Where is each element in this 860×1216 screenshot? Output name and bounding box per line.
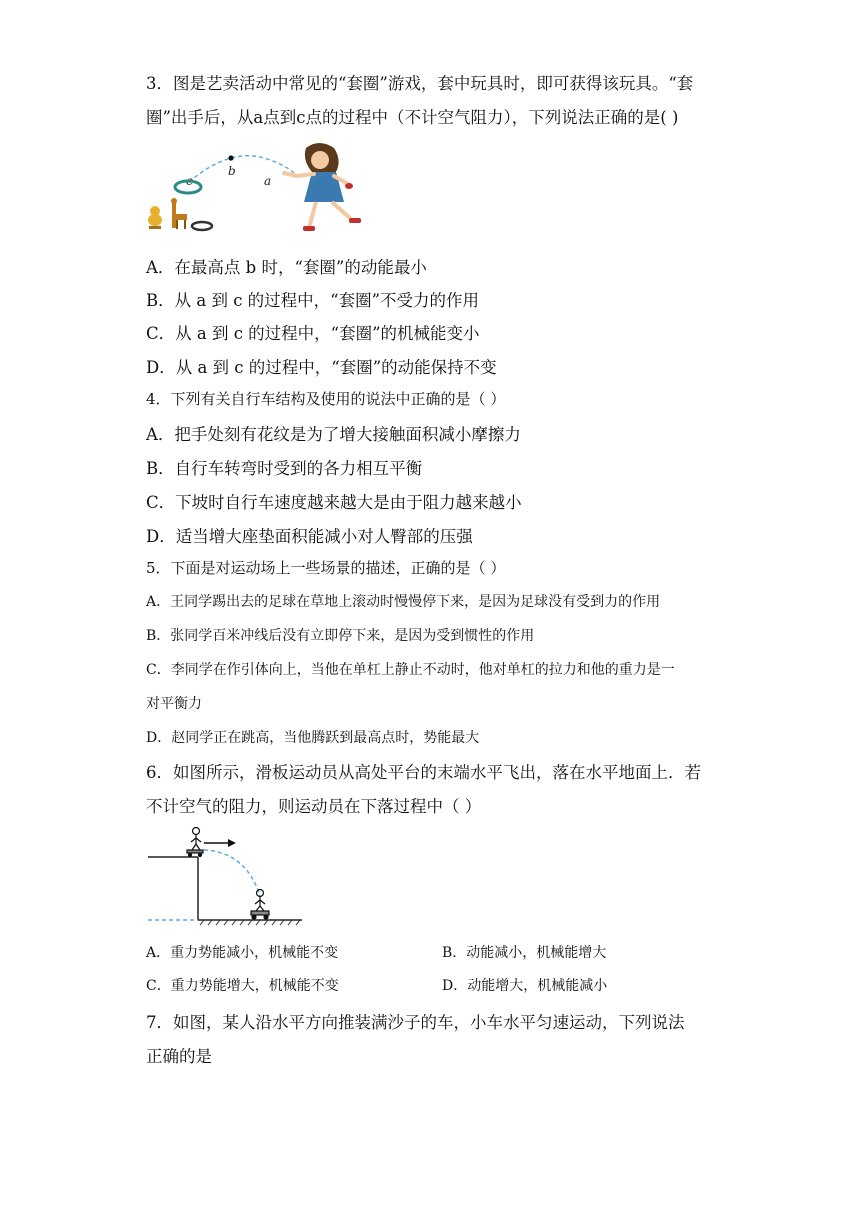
label-b: b [228,164,236,178]
ring-toss-figure [144,140,384,236]
flight-trajectory [204,850,260,896]
girl-throwing-icon [284,143,361,231]
label-a: a [264,174,272,188]
ring-on-ground [192,222,212,230]
q4-stem: 4．下列有关自行车结构及使用的说法中正确的是（ ） [146,390,506,408]
q4-option-b: B．自行车转弯时受到的各力相互平衡 [146,459,423,478]
q4-option-a: A．把手处刻有花纹是为了增大接触面积减小摩擦力 [146,425,521,444]
q4-option-c: C．下坡时自行车速度越来越大是由于阻力越来越小 [146,493,522,512]
q5-option-c-cont: 对平衡力 [146,696,202,712]
q3-stem-line2: 圈”出手后，从a点到c点的过程中（不计空气阻力），下列说法正确的是( ) [146,108,679,127]
q7-stem-line1: 7．如图，某人沿水平方向推装满沙子的车，小车水平匀速运动，下列说法 [146,1013,685,1032]
q4-option-d: D．适当增大座垫面积能减小对人臀部的压强 [146,527,473,546]
q6-stem-line2: 不计空气的阻力，则运动员在下落过程中（ ） [146,797,482,816]
q3-stem-line1: 3．图是艺卖活动中常见的“套圈”游戏，套中玩具时，即可获得该玩具。“套 [146,74,694,93]
q6-option-b: B．动能减小，机械能增大 [442,945,607,961]
dog-toy-icon [148,206,162,229]
q6-stem-line1: 6．如图所示，滑板运动员从高处平台的末端水平飞出，落在水平地面上．若 [146,763,701,782]
q5-option-d: D．赵同学正在跳高，当他腾跃到最高点时，势能最大 [146,730,480,746]
q5-option-b: B．张同学百米冲线后没有立即停下来，是因为受到惯性的作用 [146,628,535,644]
q5-option-c: C．李同学在作引体向上，当他在单杠上静止不动时，他对单杠的拉力和他的重力是一 [146,662,675,678]
skater-bottom-icon [251,890,269,920]
skater-top-icon [187,828,203,857]
q6-option-c: C．重力势能增大，机械能不变 [146,978,339,994]
q3-option-c: C．从 a 到 c 的过程中，“套圈”的机械能变小 [146,324,480,343]
q3-option-a: A．在最高点 b 时，“套圈”的动能最小 [146,258,427,277]
q5-stem: 5．下面是对运动场上一些场景的描述，正确的是（ ） [146,559,506,577]
skateboard-figure [146,824,306,928]
label-c: c [186,174,193,188]
q5-option-a: A．王同学踢出去的足球在草地上滚动时慢慢停下来，是因为足球没有受到力的作用 [146,594,661,610]
arrow-head-icon [228,839,236,847]
q6-option-d: D．动能增大，机械能减小 [442,978,608,994]
q3-option-d: D．从 a 到 c 的过程中，“套圈”的动能保持不变 [146,358,497,377]
trajectory-curve [189,156,294,182]
q3-option-b: B．从 a 到 c 的过程中，“套圈”不受力的作用 [146,291,480,310]
giraffe-toy-icon [171,198,187,229]
q7-stem-line2: 正确的是 [146,1047,212,1066]
q6-option-a: A．重力势能减小，机械能不变 [146,945,339,961]
point-b-dot [228,155,233,160]
